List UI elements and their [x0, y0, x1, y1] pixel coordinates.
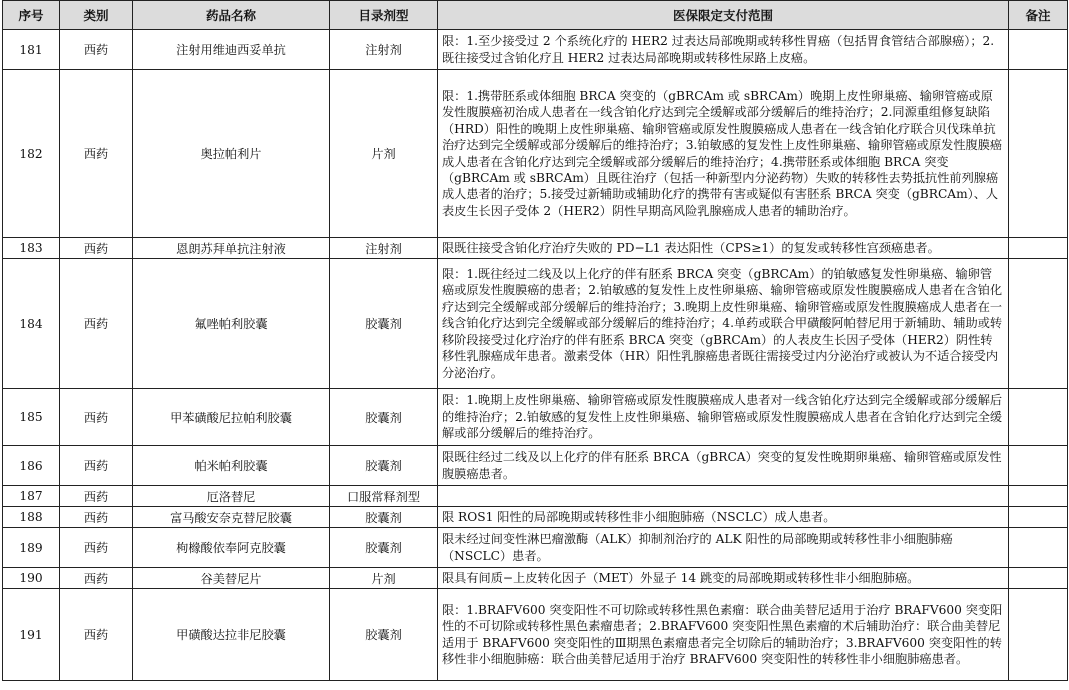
row-number: 184 [3, 259, 60, 389]
row-payment-scope: 限未经过间变性淋巴瘤激酶（ALK）抑制剂治疗的 ALK 阳性的局部晚期或转移性非小细胞肺癌（NSCLC）患者。 [438, 528, 1009, 568]
row-dosage-form: 口服常释剂型 [330, 486, 438, 507]
row-category: 西药 [60, 486, 133, 507]
header-cell-drug-name: 药品名称 [133, 1, 330, 30]
row-payment-scope: 限：1.晚期上皮性卵巢癌、输卵管癌或原发性腹膜癌成人患者对一线含铂化疗达到完全缓解或部分缓解后的维持治疗；2.铂敏感的复发性上皮性卵巢癌、输卵管癌或原发性腹膜癌成人患者在含铂化疗达到完全缓解或部分缓解后的维持治疗。 [438, 389, 1009, 446]
row-dosage-form: 胶囊剂 [330, 389, 438, 446]
row-category: 西药 [60, 446, 133, 486]
row-number: 188 [3, 507, 60, 528]
row-number: 182 [3, 70, 60, 238]
table-row [3, 259, 1068, 389]
row-dosage-form: 注射剂 [330, 30, 438, 70]
row-payment-scope: 限 ROS1 阳性的局部晚期或转移性非小细胞肺癌（NSCLC）成人患者。 [438, 507, 1009, 528]
table-row [3, 589, 1068, 681]
row-number: 187 [3, 486, 60, 507]
row-remarks [1009, 30, 1068, 70]
row-dosage-form: 胶囊剂 [330, 446, 438, 486]
row-remarks [1009, 389, 1068, 446]
row-number: 183 [3, 238, 60, 259]
row-payment-scope: 限：1.BRAFV600 突变阳性不可切除或转移性黑色素瘤：联合曲美替尼适用于治疗 BRAFV600 突变阳性的不可切除或转移性黑色素瘤患者；2.BRAFV600 突变阳性黑色素瘤的术后辅助治疗：联合曲美替尼适用于 BRAFV600 突变阳性的Ⅲ期黑色素瘤患者完全切除后的辅助治疗；3.BRAFV600 突变阳性的转移性非小细胞肺癌：联合曲美替尼适用于治疗 BRAFV600 突变阳性的转移性非小细胞肺癌患者。 [438, 589, 1009, 681]
row-number: 190 [3, 568, 60, 589]
row-payment-scope: 限：1.既往经过二线及以上化疗的伴有胚系 BRCA 突变（gBRCAm）的铂敏感复发性卵巢癌、输卵管癌或原发性腹膜癌的患者；2.铂敏感的复发性上皮性卵巢癌、输卵管癌或原发性腹膜癌成人患者在含铂化疗达到完全缓解或部分缓解后的维持治疗；3.晚期上皮性卵巢癌、输卵管癌或原发性腹膜癌成人患者在一线含铂化疗达到完全缓解或部分缓解后的维持治疗；4.单药或联合甲磺酸阿帕替尼用于新辅助、辅助或转移阶段接受过化疗治疗的伴有胚系 BRCA 突变（gBRCAm）的人表皮生长因子受体（HER2）阴性转移性乳腺癌成年患者。激素受体（HR）阳性乳腺癌患者既往需接受过内分泌治疗或被认为不适合接受内分泌治疗。 [438, 259, 1009, 389]
drug-catalog-table [2, 0, 1068, 681]
row-category: 西药 [60, 528, 133, 568]
table-row [3, 238, 1068, 259]
row-dosage-form: 胶囊剂 [330, 528, 438, 568]
header-cell-number: 序号 [3, 1, 60, 30]
row-payment-scope: 限具有间质−上皮转化因子（MET）外显子 14 跳变的局部晚期或转移性非小细胞肺癌。 [438, 568, 1009, 589]
header-cell-dosage-form: 目录剂型 [330, 1, 438, 30]
table-row [3, 30, 1068, 70]
row-number: 191 [3, 589, 60, 681]
row-category: 西药 [60, 589, 133, 681]
row-category: 西药 [60, 30, 133, 70]
row-drug-name: 甲苯磺酸尼拉帕利胶囊 [133, 389, 330, 446]
table-row [3, 446, 1068, 486]
row-payment-scope: 限：1.携带胚系或体细胞 BRCA 突变的（gBRCAm 或 sBRCAm）晚期上皮性卵巢癌、输卵管癌或原发性腹膜癌初治成人患者在一线含铂化疗达到完全缓解或部分缓解后的维持治疗；2.同源重组修复缺陷（HRD）阳性的晚期上皮性卵巢癌、输卵管癌或原发性腹膜癌成人患者在一线含铂化疗联合贝伐珠单抗治疗达到完全缓解或部分缓解后的维持治疗；3.铂敏感的复发性上皮性卵巢癌、输卵管癌或原发性腹膜癌成人患者在含铂化疗达到完全缓解或部分缓解后的维持治疗；4.携带胚系或体细胞 BRCA 突变（gBRCAm 或 sBRCAm）且既往治疗（包括一种新型内分泌药物）失败的转移性去势抵抗性前列腺癌成人患者的治疗；5.接受过新辅助或辅助化疗的携带有害或疑似有害胚系 BRCA 突变（gBRCAm）、人表皮生长因子受体 2（HER2）阴性早期高风险乳腺癌成人患者的辅助治疗。 [438, 70, 1009, 238]
row-remarks [1009, 486, 1068, 507]
row-number: 189 [3, 528, 60, 568]
row-payment-scope [438, 486, 1009, 507]
row-remarks [1009, 589, 1068, 681]
table-row [3, 528, 1068, 568]
row-dosage-form: 胶囊剂 [330, 259, 438, 389]
row-category: 西药 [60, 389, 133, 446]
row-remarks [1009, 446, 1068, 486]
row-drug-name: 谷美替尼片 [133, 568, 330, 589]
header-cell-remarks: 备注 [1009, 1, 1068, 30]
row-payment-scope: 限既往接受含铂化疗治疗失败的 PD−L1 表达阳性（CPS≥1）的复发或转移性宫颈癌患者。 [438, 238, 1009, 259]
table-row [3, 507, 1068, 528]
row-dosage-form: 胶囊剂 [330, 507, 438, 528]
row-dosage-form: 胶囊剂 [330, 589, 438, 681]
row-remarks [1009, 70, 1068, 238]
row-drug-name: 奥拉帕利片 [133, 70, 330, 238]
row-drug-name: 枸橼酸依奉阿克胶囊 [133, 528, 330, 568]
table-row [3, 70, 1068, 238]
row-drug-name: 恩朗苏拜单抗注射液 [133, 238, 330, 259]
row-category: 西药 [60, 259, 133, 389]
row-drug-name: 甲磺酸达拉非尼胶囊 [133, 589, 330, 681]
header-cell-payment-scope: 医保限定支付范围 [438, 1, 1009, 30]
row-category: 西药 [60, 568, 133, 589]
table-row [3, 486, 1068, 507]
row-payment-scope: 限既往经过二线及以上化疗的伴有胚系 BRCA（gBRCA）突变的复发性晚期卵巢癌、输卵管癌或原发性腹膜癌患者。 [438, 446, 1009, 486]
row-drug-name: 富马酸安奈克替尼胶囊 [133, 507, 330, 528]
row-number: 185 [3, 389, 60, 446]
row-drug-name: 注射用维迪西妥单抗 [133, 30, 330, 70]
header-row [3, 1, 1068, 30]
table-row [3, 389, 1068, 446]
row-drug-name: 厄洛替尼 [133, 486, 330, 507]
row-remarks [1009, 507, 1068, 528]
row-remarks [1009, 568, 1068, 589]
row-category: 西药 [60, 238, 133, 259]
row-dosage-form: 注射剂 [330, 238, 438, 259]
row-drug-name: 氟唑帕利胶囊 [133, 259, 330, 389]
row-remarks [1009, 238, 1068, 259]
row-category: 西药 [60, 70, 133, 238]
row-drug-name: 帕米帕利胶囊 [133, 446, 330, 486]
row-dosage-form: 片剂 [330, 568, 438, 589]
row-remarks [1009, 528, 1068, 568]
row-remarks [1009, 259, 1068, 389]
row-number: 186 [3, 446, 60, 486]
row-category: 西药 [60, 507, 133, 528]
table-row [3, 568, 1068, 589]
row-dosage-form: 片剂 [330, 70, 438, 238]
header-cell-category: 类别 [60, 1, 133, 30]
row-payment-scope: 限：1.至少接受过 2 个系统化疗的 HER2 过表达局部晚期或转移性胃癌（包括胃食管结合部腺癌）；2.既往接受过含铂化疗且 HER2 过表达局部晚期或转移性尿路上皮癌。 [438, 30, 1009, 70]
row-number: 181 [3, 30, 60, 70]
